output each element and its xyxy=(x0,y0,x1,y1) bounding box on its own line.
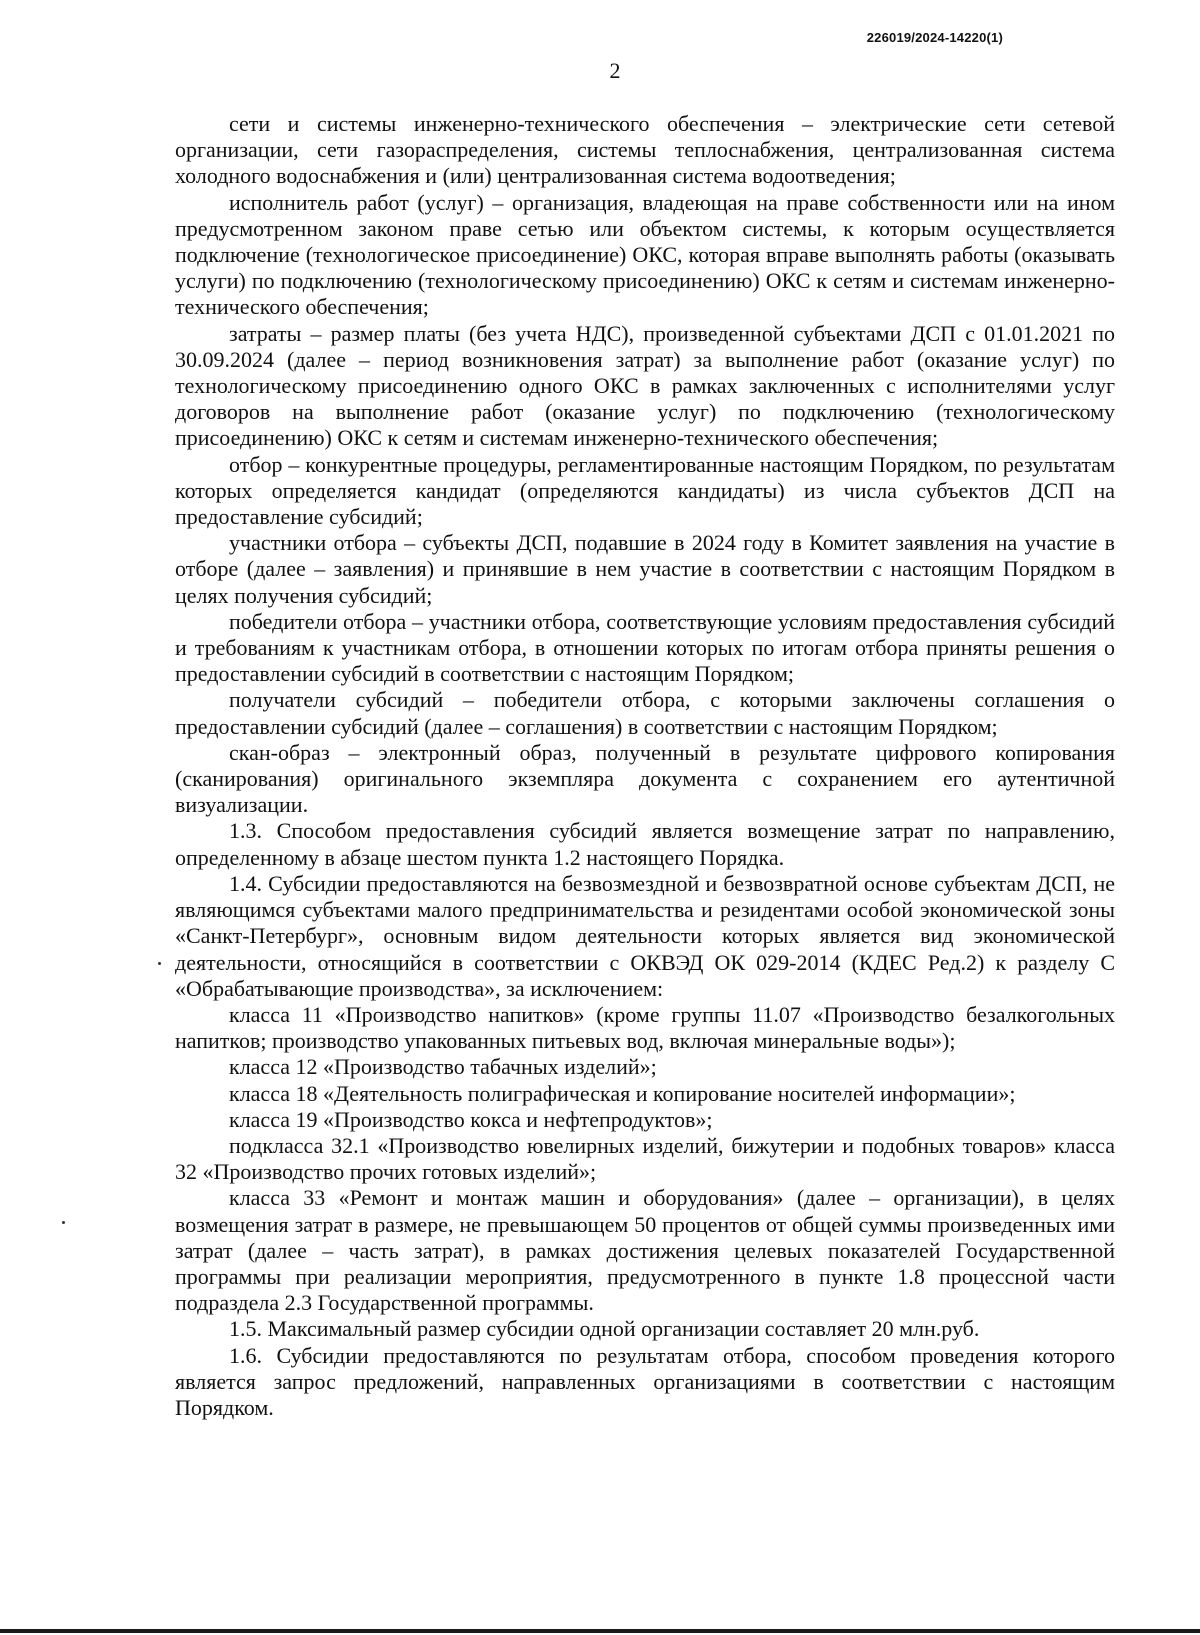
paragraph-scan-image: скан-образ – электронный образ, полученный в результате цифрового копирования (сканирования) оригинального экземпляра документа с сохранением его аутентичной визуализации. xyxy=(175,739,1115,818)
paragraph-1-6: 1.6. Субсидии предоставляются по результатам отбора, способом проведения которого является запрос предложений, направленных организациями в соответствии с настоящим Порядком. xyxy=(175,1342,1115,1420)
paragraph-1-3: 1.3. Способом предоставления субсидий является возмещение затрат по направлению, определенному в абзаце шестом пункта 1.2 настоящего Порядка. xyxy=(175,818,1115,870)
paragraph-engineering-networks: сети и системы инженерно-технического обеспечения – электрические сети сетевой организации, сети газораспределения, системы теплоснабжения, централизованная система холодного водоснабжения и (или) централизованная система водоотведения; xyxy=(175,111,1115,189)
paragraph-subclass-32-1: подкласса 32.1 «Производство ювелирных изделий, бижутерии и подобных товаров» класса 32 «Производство прочих готовых изделий»; xyxy=(175,1132,1115,1185)
scan-speck xyxy=(158,962,161,965)
paragraph-participants: участники отбора – субъекты ДСП, подавшие в 2024 году в Комитет заявления на участие в отборе (далее – заявления) и принявшие в нем участие в соответствии с настоящим Порядком в целях получения субсидий; xyxy=(175,530,1115,608)
paragraph-class-18: класса 18 «Деятельность полиграфическая и копирование носителей информации»; xyxy=(229,1080,1016,1106)
paragraph-costs: затраты – размер платы (без учета НДС), произведенной субъектами ДСП с 01.01.2021 по 30.09.2024 (далее – период возникновения затрат) за выполнение работ (оказание услуг) по технологическому присоединению одного ОКС в рамках заключенных с исполнителями услуг договоров на выполнение работ (оказание услуг) по подключению (технологическому присоединению) ОКС к сетям и системам инженерно-технического обеспечения; xyxy=(175,320,1115,451)
paragraph-class-11: класса 11 «Производство напитков» (кроме группы 11.07 «Производство безалкогольных напитков; производство упакованных питьевых вод, включая минеральные воды»); xyxy=(175,1001,1115,1054)
scan-edge-line xyxy=(0,1629,1200,1633)
paragraph-class-33: класса 33 «Ремонт и монтаж машин и оборудования» (далее – организации), в целях возмещения затрат в размере, не превышающем 50 процентов от общей суммы произведенных ими затрат (далее – часть затрат), в рамках достижения целевых показателей Государственной программы при реализации мероприятия, предусмотренного в пункте 1.8 процессной части подраздела 2.3 Государственной программы. xyxy=(175,1185,1115,1316)
paragraph-1-5: 1.5. Максимальный размер субсидии одной организации составляет 20 млн.руб. xyxy=(229,1316,980,1342)
paragraph-selection: отбор – конкурентные процедуры, регламентированные настоящим Порядком, по результатам которых определяется кандидат (определяются кандидаты) из числа субъектов ДСП на предоставление субсидий; xyxy=(175,451,1115,530)
paragraph-1-4: 1.4. Субсидии предоставляются на безвозмездной и безвозвратной основе субъектам ДСП, не являющимся субъектами малого предпринимательства и резидентами особой экономической зоны «Санкт-Петербург», основным видом деятельности которых является вид экономической деятельности, относящийся в соответствии с ОКВЭД ОК 029-2014 (КДЕС Ред.2) к разделу С «Обрабатывающие производства», за исключением: xyxy=(175,870,1115,1001)
scan-speck xyxy=(62,1221,65,1224)
paragraph-class-19: класса 19 «Производство кокса и нефтепродуктов»; xyxy=(229,1106,713,1132)
page-number: 2 xyxy=(609,58,621,83)
paragraph-class-12: класса 12 «Производство табачных изделий»; xyxy=(229,1054,657,1080)
paragraph-winners: победители отбора – участники отбора, соответствующие условиям предоставления субсидий и требованиям к участникам отбора, в отношении которых по итогам отбора приняты решения о предоставлении субсидий в соответствии с настоящим Порядком; xyxy=(175,608,1115,687)
paragraph-recipients: получатели субсидий – победители отбора, с которыми заключены соглашения о предоставлении субсидий (далее – соглашения) в соответствии с настоящим Порядком; xyxy=(175,687,1115,739)
document-body xyxy=(175,111,1115,1421)
paragraph-contractor: исполнитель работ (услуг) – организация, владеющая на праве собственности или на ином предусмотренном законом праве сетью или объектом системы, к которым осуществляется подключение (технологическое присоединение) ОКС, которая вправе выполнять работы (оказывать услуги) по подключению (технологическому присоединению) ОКС к сетям и системам инженерно-технического обеспечения; xyxy=(175,189,1115,320)
document-id: 226019/2024-14220(1) xyxy=(866,30,1003,45)
